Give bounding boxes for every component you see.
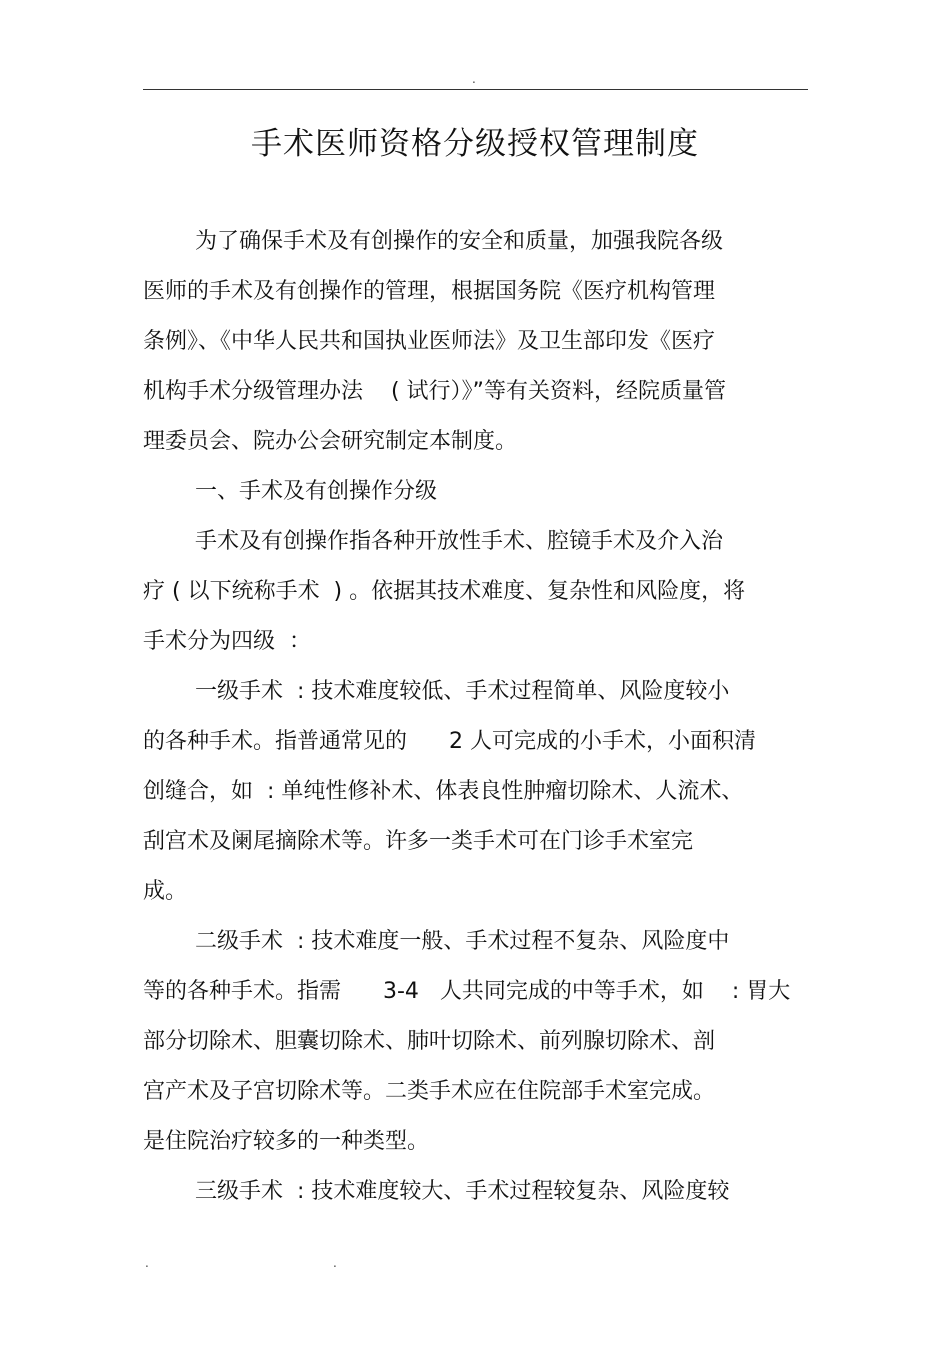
paragraph-line: 一级手术 : 技术难度较低、手术过程简单、风险度较小 — [195, 679, 730, 704]
paragraph-line: 部分切除术、胆囊切除术、肺叶切除术、前列腺切除术、剖 — [143, 1029, 716, 1054]
paragraph-line: 手术及有创操作指各种开放性手术、腔镜手术及介入治 — [195, 529, 724, 554]
header-rule — [143, 89, 808, 90]
paragraph-line: 刮宫术及阑尾摘除术等。许多一类手术可在门诊手术室完 — [143, 829, 694, 854]
header-dot: . — [472, 72, 476, 86]
paragraph-line: 创缝合，如 : 单纯性修补术、体表良性肿瘤切除术、人流术、 — [143, 779, 744, 804]
paragraph-line: 疗 ( 以下统称手术 ) 。依据其技术难度、复杂性和风险度，将 — [143, 579, 746, 604]
paragraph-line: 条例》、《中华人民共和国执业医师法》及卫生部印发《医疗 — [143, 329, 716, 354]
footer-dot-right: . — [333, 1256, 337, 1270]
paragraph-line: 成。 — [143, 879, 188, 904]
section-heading: 一、手术及有创操作分级 — [195, 479, 438, 504]
document-title: 手术医师资格分级授权管理制度 — [251, 126, 699, 162]
paragraph-line: 手术分为四级 ： — [143, 629, 311, 654]
paragraph-line: 理委员会、院办公会研究制定本制度。 — [143, 429, 518, 454]
paragraph-line: 三级手术 : 技术难度较大、手术过程较复杂、风险度较 — [195, 1179, 730, 1204]
paragraph-line: 为了确保手术及有创操作的安全和质量，加强我院各级 — [195, 229, 724, 254]
paragraph-line: 是住院治疗较多的一种类型。 — [143, 1129, 430, 1154]
footer-dot-left: . — [145, 1256, 149, 1270]
paragraph-line: 医师的手术及有创操作的管理，根据国务院《医疗机构管理 — [143, 279, 716, 304]
paragraph-line: 等的各种手术。指需 3-4 人共同完成的中等手术，如 : 胃大 — [143, 979, 791, 1004]
paragraph-line: 机构手术分级管理办法 ( 试行）》”等有关资料，经院质量管 — [143, 379, 726, 404]
paragraph-line: 二级手术 : 技术难度一般、手术过程不复杂、风险度中 — [195, 929, 730, 954]
paragraph-line: 的各种手术。指普通常见的 2 人可完成的小手术，小面积清 — [143, 729, 756, 754]
paragraph-line: 宫产术及子宫切除术等。二类手术应在住院部手术室完成。 — [143, 1079, 716, 1104]
